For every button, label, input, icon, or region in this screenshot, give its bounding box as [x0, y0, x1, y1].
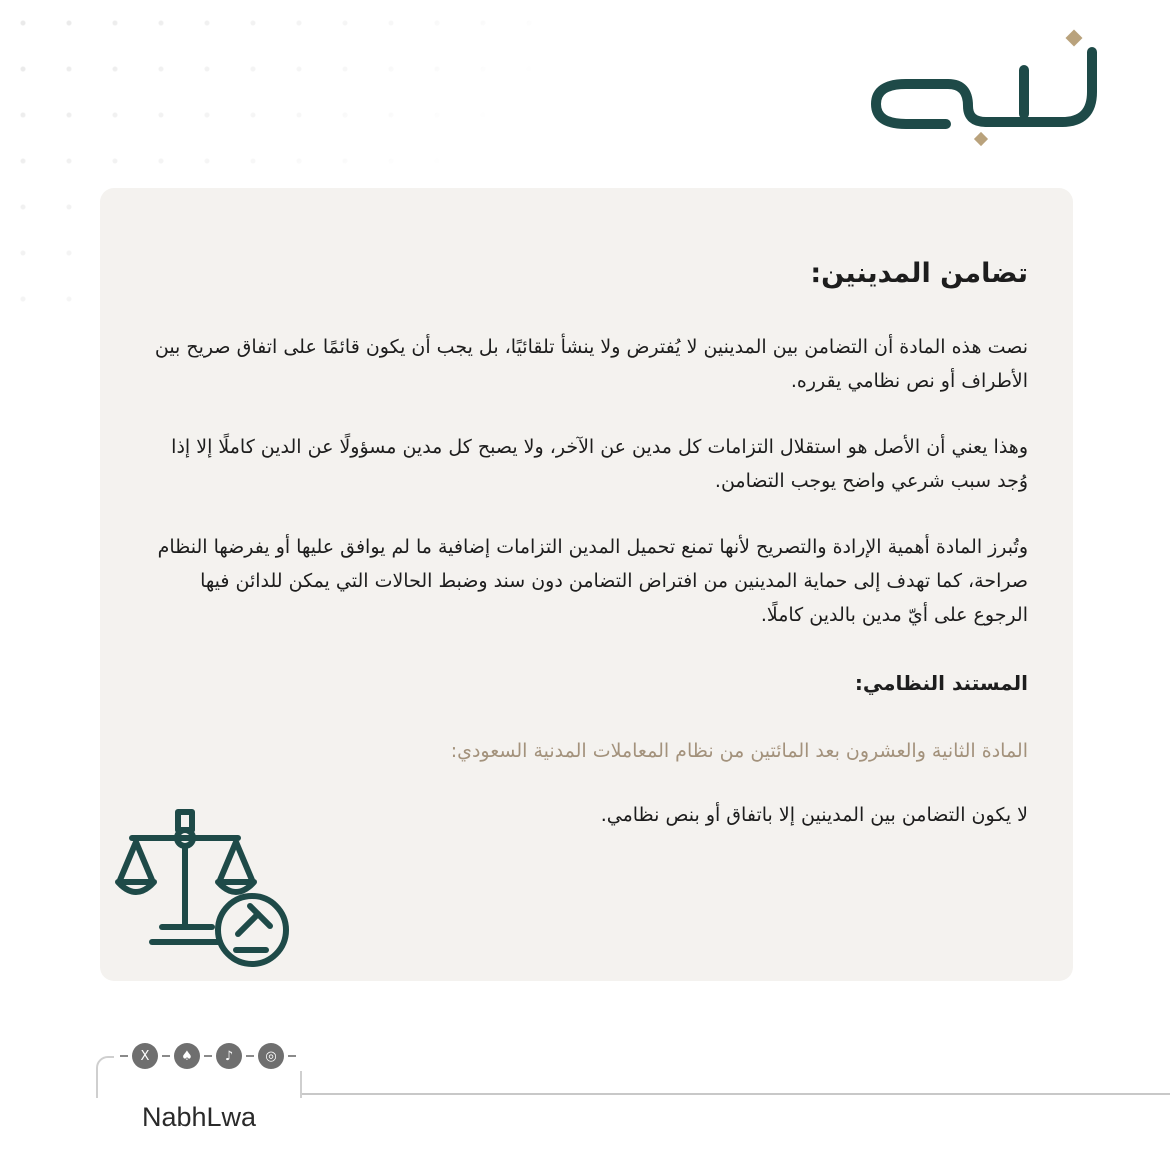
divider-dash	[120, 1055, 128, 1057]
reference-label: المستند النظامي:	[854, 671, 1028, 695]
article-content	[148, 250, 1028, 832]
reference-text: لا يكون التضامن بين المدينين إلا باتفاق أو بنص نظامي.	[600, 804, 1028, 826]
x-icon[interactable]: X	[132, 1043, 158, 1069]
article-heading: تضامن المدينين:	[810, 258, 1028, 289]
social-icons	[114, 1041, 302, 1071]
scales-of-justice-icon	[112, 802, 302, 982]
footer-divider	[300, 1093, 1170, 1095]
paragraph-1: نصت هذه المادة أن التضامن بين المدينين لا يُفترض ولا ينشأ تلقائيًا، بل يجب أن يكون قائمًا على اتفاق صريح بين الأطراف أو نص نظامي يقرره.	[154, 336, 1028, 392]
paragraph-3: وتُبرز المادة أهمية الإرادة والتصريح لأنها تمنع تحميل المدين التزامات إضافية ما لم يوافق عليها أو يفرضها النظام صراحة، كما تهدف إلى حماية المدينين من افتراض التضامن دون سند وضبط الحالات التي يمكن للدائن فيها الرجوع على أيّ مدين بالدين كاملًا.	[157, 536, 1028, 626]
snapchat-icon[interactable]: ♠	[174, 1043, 200, 1069]
instagram-icon[interactable]: ◎	[258, 1043, 284, 1069]
tiktok-icon[interactable]: ♪	[216, 1043, 242, 1069]
divider-dash	[204, 1055, 212, 1057]
divider-dash	[288, 1055, 296, 1057]
brand-logo	[836, 22, 1106, 152]
reference-article: المادة الثانية والعشرون بعد المائتين من نظام المعاملات المدنية السعودي:	[450, 740, 1028, 762]
paragraph-2: وهذا يعني أن الأصل هو استقلال التزامات كل مدين عن الآخر، ولا يصبح كل مدين مسؤولًا عن الدين كاملًا إلا إذا وُجد سبب شرعي واضح يوجب التضامن.	[171, 436, 1028, 492]
divider-dash	[162, 1055, 170, 1057]
logo-text: نابه	[836, 22, 838, 23]
divider-dash	[246, 1055, 254, 1057]
social-handle[interactable]: NabhLwa	[96, 1098, 302, 1136]
